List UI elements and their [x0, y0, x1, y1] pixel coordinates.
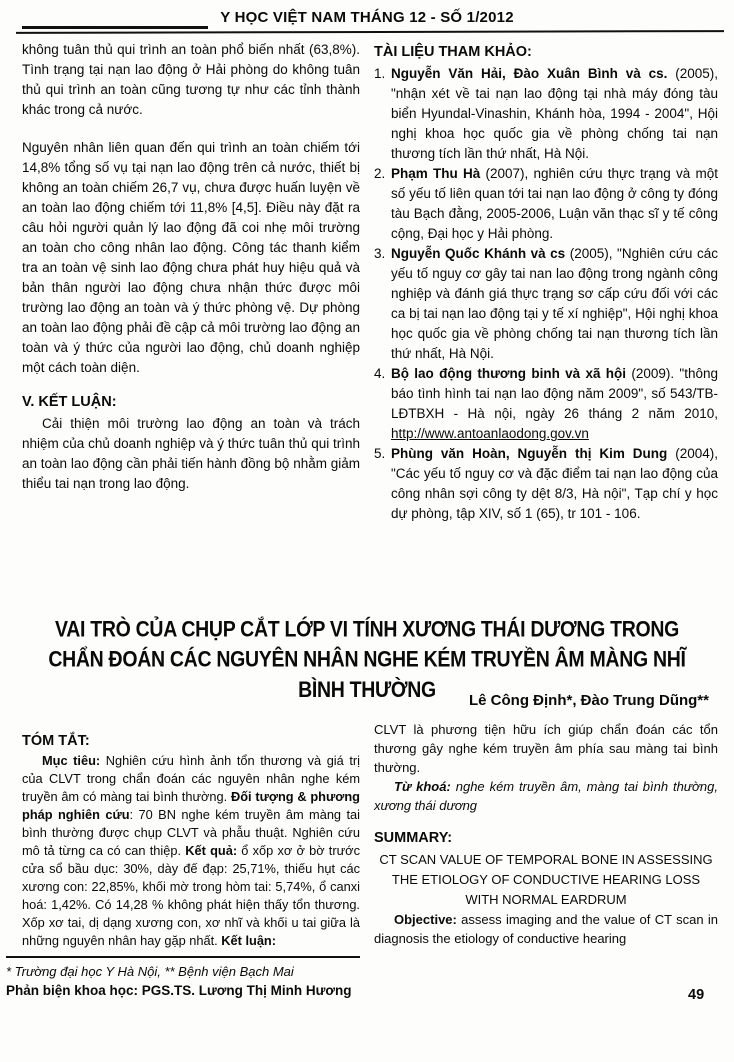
- article2-abstract-column: [6, 732, 360, 1000]
- conclusion-heading: V. KẾT LUẬN:: [22, 394, 117, 410]
- reference-text: Nguyễn Quốc Khánh và cs (2005), "Nghiên cứu các yếu tố nguy cơ gây tai nan lao động trong ngành công nghiệp và đánh giá thực trạng sơ cấp cứu đối với các ca bị tai nạn lao động tại y tế xí nghiệp", Hội nghị khoa học quốc gia về phòng chống tai nạn thương tích lần thứ nhất, Hà Nội.: [391, 246, 718, 361]
- article1-paragraph-2: Nguyên nhân liên quan đến qui trình an toàn chiếm tới 14,8% tổng số vụ tại nạn lao động trên cả nước, thiết bị không an toàn chiếm 26,7 vụ, chưa được huấn luyện về an toàn lao động chiếm tới 11,8% [4,5]. Điều này đặt ra câu hỏi người quản lý lao động đã coi nhẹ môi trường an toàn cho công nhân lao động. Công tác thanh kiểm tra an toàn vệ sinh lao động chưa phát huy hiệu quả và bản thân người lao động chưa nhận thức được môi trường lao động an toàn và ý thức phòng vệ. Dự phòng an toàn lao động phải đề cập cả môi trường lao động an toàn và ý thức của người lao động, chủ doanh nghiệp một cách toàn diện.: [22, 140, 360, 375]
- footnote-block: [6, 956, 360, 1000]
- article1-left-column: [22, 40, 360, 494]
- keywords-paragraph: Từ khoá: nghe kém truyền âm, màng tai bình thường, xương thái dương: [374, 779, 718, 813]
- footnote-affiliations: * Trường đại học Y Hà Nội, ** Bệnh viện Bạch Mai: [6, 964, 294, 979]
- reference-number: 4.: [374, 366, 386, 381]
- journal-header: Y HỌC VIỆT NAM THÁNG 12 - SỐ 1/2012: [220, 9, 514, 26]
- reference-number: 1.: [374, 66, 386, 81]
- abstract-continued-paragraph: CLVT là phương tiện hữu ích giúp chẩn đoán các tổn thương gây nghe kém truyền âm phía sau màng tai bình thường.: [374, 722, 718, 775]
- footnote-reviewer: Phản biện khoa học: PGS.TS. Lương Thị Minh Hương: [6, 983, 352, 998]
- reference-text: Phạm Thu Hà (2007), nghiên cứu thực trạng và một số yếu tố liên quan tới tai nạn lao động ở công ty đóng tàu Bạch đằng, 2005-2006, Luận văn thạc sĩ y tế công cộng, Đại học y Hải phòng.: [391, 166, 718, 241]
- reference-text: Bộ lao động thương binh và xã hội (2009). "thông báo tình hình tai nạn lao động năm 2009", số 543/TB-LĐTBXH - Hà nội, ngày 26 tháng 2 năm 2010, http://www.antoanlaodong.gov.vn: [391, 366, 718, 441]
- article1-references-column: [374, 42, 718, 524]
- references-heading: TÀI LIỆU THAM KHẢO:: [374, 44, 532, 60]
- page-number: 49: [688, 987, 705, 1003]
- reference-number: 2.: [374, 166, 386, 181]
- reference-item-with-link[interactable]: [374, 364, 718, 444]
- conclusion-paragraph: Cải thiện môi trường lao động an toàn và trách nhiệm của chủ doanh nghiệp và ý thức tuân thủ qui trình an toàn lao động cần phải tiến hành đồng bộ nhằm giảm thiểu tai nạn trong lao động.: [22, 416, 360, 491]
- reference-item: [374, 444, 718, 524]
- article2-summary-column: [374, 720, 718, 948]
- summary-heading: SUMMARY:: [374, 830, 453, 846]
- abstract-paragraph: Mục tiêu: Nghiên cứu hình ảnh tổn thương và giá trị của CLVT trong chẩn đoán các nguyên nhân nghe kém truyền âm có màng tai bình thường. Đối tượng & phương pháp nghiên cứu: 70 BN nghe kém truyền âm màng tai bình thường được chụp CLVT và phẫu thuật. Nghiên cứu mô tả từng ca có can thiệp. Kết quả: ổ xốp xơ ở bờ trước cửa sổ bầu dục: 30%, dày đế đạp: 25,71%, thiếu hụt các xương con: 22,85%, khối mờ trong hòm tai: 5,74%, ổ canxi hoá: 1,42%. Có 14,28 % không phát hiện thấy tổn thương. Xốp xơ tai, dị dạng xương con, xơ nhĩ và khối u tai giữa là những nguyên nhân hay gặp nhất. Kết luận:: [22, 753, 360, 948]
- reference-item: [374, 164, 718, 244]
- abstract-heading: TÓM TẮT:: [22, 733, 90, 749]
- article2-title: VAI TRÒ CỦA CHỤP CẮT LỚP VI TÍNH XƯƠNG THÁI DƯƠNG TRONG CHẨN ĐOÁN CÁC NGUYÊN NHÂN NGHE KÉM TRUYỀN ÂM MÀNG NHĨ BÌNH THƯỜNG: [48, 617, 686, 703]
- references-list: [374, 64, 718, 524]
- header-rule: [16, 30, 724, 34]
- summary-english-title: CT SCAN VALUE OF TEMPORAL BONE IN ASSESSING THE ETIOLOGY OF CONDUCTIVE HEARING LOSS WITH NORMAL EARDRUM: [379, 852, 713, 907]
- reference-text: Nguyễn Văn Hải, Đào Xuân Bình và cs. (2005), "nhận xét về tai nạn lao động tại nhà máy đóng tàu biển Hyundal-Vinashin, Khánh hòa, 1994 - 2004", Hội nghị khoa học quốc gia về phòng chống tai nạn thương tích lần thứ nhất, Hà Nội.: [391, 66, 718, 161]
- objective-paragraph: Objective: assess imaging and the value of CT scan in diagnosis the etiology of conductive hearing: [374, 912, 718, 946]
- reference-text: Phùng văn Hoàn, Nguyễn thị Kim Dung (2004), "Các yếu tố nguy cơ và đặc điểm tai nạn lao động của công nhân sợi công ty dệt 8/3, Hà nội", Tạp chí y học dự phòng, tập XIV, số 1 (65), tr 101 - 106.: [391, 446, 718, 521]
- reference-number: 3.: [374, 246, 386, 261]
- reference-item: [374, 64, 718, 164]
- reference-item: [374, 244, 718, 364]
- article1-paragraph-1: không tuân thủ qui trình an toàn phổ biến nhất (63,8%). Tình trạng tại nạn lao động ở Hải phòng do không tuân thủ qui trình an toàn cũng tương tự như các tỉnh thành khác trong cả nước.: [22, 42, 360, 117]
- header-rule-segment: [22, 26, 208, 29]
- article2-authors: Lê Công Định*, Đào Trung Dũng**: [469, 692, 709, 709]
- reference-number: 5.: [374, 446, 386, 461]
